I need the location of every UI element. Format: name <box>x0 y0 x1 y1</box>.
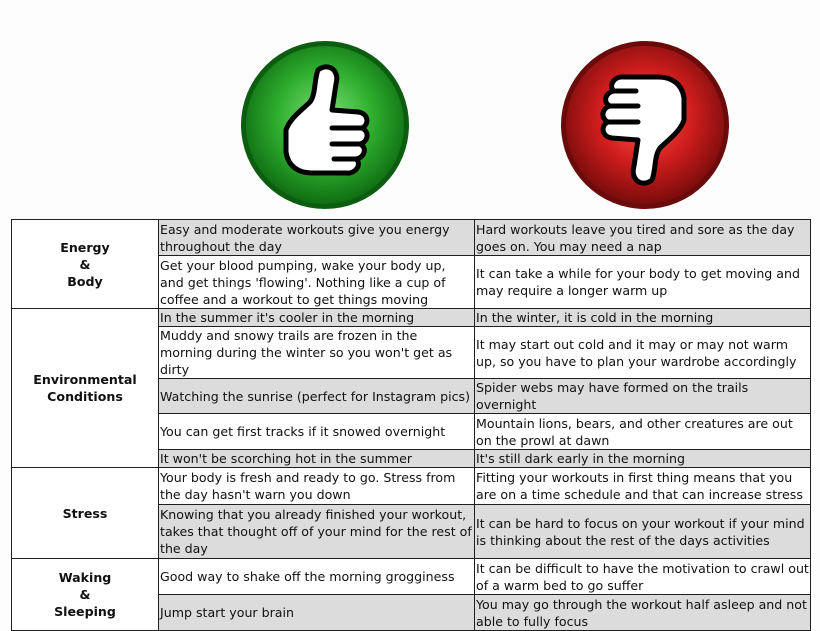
con-cell: It may start out cold and it may or may not warm up, so you have to plan your wardrobe accordingly <box>475 327 811 379</box>
pros-cons-table <box>11 219 811 631</box>
pro-cell: Good way to shake off the morning grogginess <box>159 559 475 595</box>
category-environmental-conditions: Environmental Conditions <box>12 309 159 468</box>
con-cell: You may go through the workout half asleep and not able to fully focus <box>475 595 811 631</box>
pro-cell: It won't be scorching hot in the summer <box>159 450 475 468</box>
pro-cell: Get your blood pumping, wake your body up, and get things 'flowing'. Nothing like a cup of coffee and a workout to get things moving <box>159 256 475 309</box>
thumbs-up-icon <box>240 40 410 210</box>
pro-cell: In the summer it's cooler in the morning <box>159 309 475 327</box>
con-cell: It can be difficult to have the motivation to crawl out of a warm bed to go suffer <box>476 560 809 593</box>
con-cell: Mountain lions, bears, and other creatures are out on the prowl at dawn <box>475 414 811 450</box>
con-cell: It can take a while for your body to get moving and may require a longer warm up <box>475 256 811 309</box>
thumbs-down-icon <box>560 40 730 210</box>
pro-cell: Jump start your brain <box>159 595 475 631</box>
pro-cell: Easy and moderate workouts give you energy throughout the day <box>159 220 475 256</box>
con-cell: It can be hard to focus on your workout if your mind is thinking about the rest of the days activities <box>475 505 811 559</box>
pro-cell: Knowing that you already finished your workout, takes that thought off of your mind for the rest of the day <box>159 505 475 559</box>
category-waking-sleeping: Waking & Sleeping <box>12 559 159 631</box>
pro-cell: Watching the sunrise (perfect for Instagram pics) <box>159 379 475 414</box>
pro-cell: Your body is fresh and ready to go. Stress from the day hasn't warn you down <box>159 468 475 505</box>
table-row <box>12 309 811 327</box>
pro-cell: Muddy and snowy trails are frozen in the morning during the winter so you won't get as dirty <box>159 327 475 379</box>
category-energy-body: Energy & Body <box>12 220 159 309</box>
con-cell: Spider webs may have formed on the trails overnight <box>475 379 811 414</box>
table-row <box>12 468 811 505</box>
con-cell: Fitting your workouts in first thing means that you are on a time schedule and that can increase stress <box>475 468 811 505</box>
con-cell: Hard workouts leave you tired and sore as the day goes on. You may need a nap <box>475 220 811 256</box>
table-row <box>12 220 811 256</box>
con-cell: In the winter, it is cold in the morning <box>475 309 811 327</box>
con-cell: It's still dark early in the morning <box>475 450 811 468</box>
table-row <box>12 559 811 595</box>
category-stress: Stress <box>12 468 159 559</box>
pro-cell: You can get first tracks if it snowed overnight <box>159 414 475 450</box>
